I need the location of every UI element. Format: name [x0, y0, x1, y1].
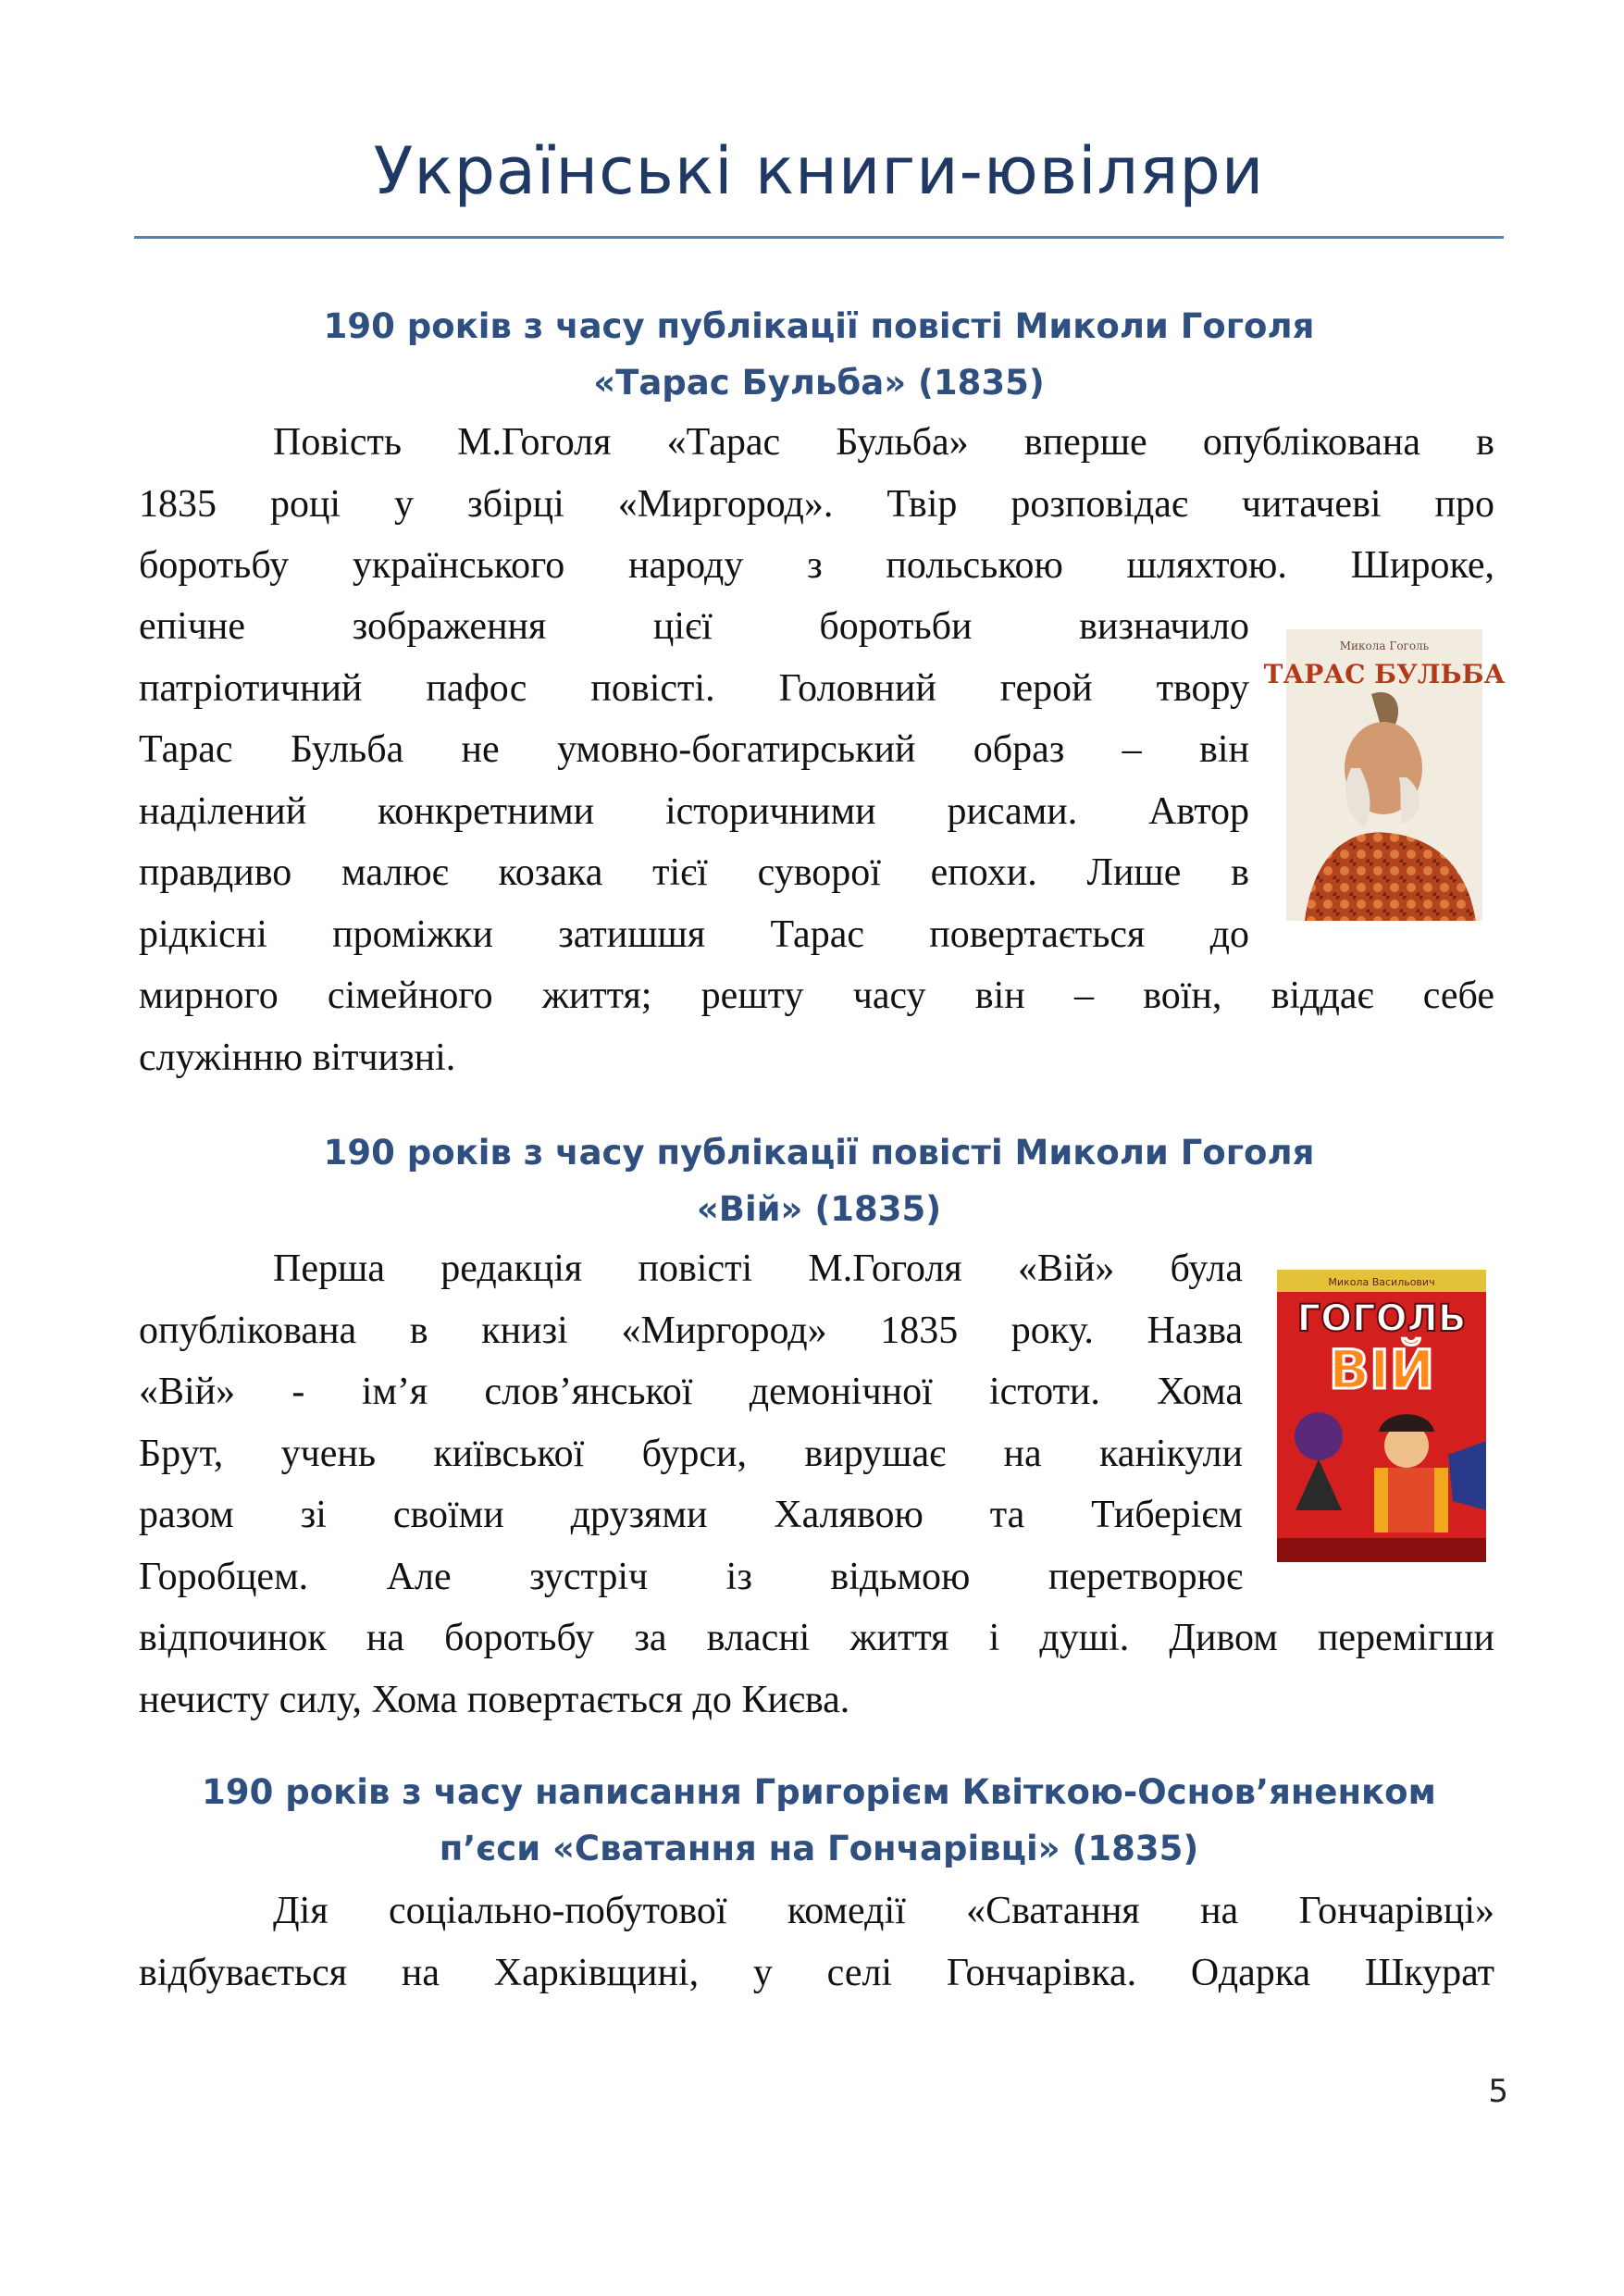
- section-text-taras-bulba-wrap: [139, 596, 1249, 965]
- text-line: опублікована в книзі «Миргород» 1835 року. Назва: [139, 1309, 1243, 1352]
- section-heading-taras-bulba: [134, 298, 1504, 411]
- text-line: Горобцем. Але зустріч із відьмою перетворює: [139, 1555, 1243, 1598]
- section-text-svatannia: [139, 1880, 1494, 2004]
- title-underline: [134, 236, 1504, 239]
- cover-title: ТАРАС БУЛЬБА: [1263, 659, 1506, 689]
- text-line: правдиво малює козака тієї суворої епохи. Лише в: [139, 851, 1249, 894]
- section-heading-viy: [134, 1124, 1504, 1237]
- heading-line: «Тарас Бульба» (1835): [593, 363, 1045, 403]
- page-number: 5: [1488, 2073, 1508, 2110]
- text-line: Брут, учень київської бурси, вирушає на канікули: [139, 1432, 1243, 1475]
- text-line: епічне зображення цієї боротьби визначило: [139, 605, 1249, 648]
- heading-line: 190 років з часу публікації повісті Миколи Гоголя: [323, 1133, 1315, 1173]
- section-text-viy-end: [139, 1607, 1494, 1731]
- text-line: відбувається на Харківщині, у селі Гончарівка. Одарка Шкурат: [139, 1951, 1494, 1994]
- section-text-viy: [139, 1238, 1243, 1607]
- cover-author: Микола Гоголь: [1339, 639, 1430, 652]
- cover-author: Микола Васильович: [1328, 1276, 1435, 1288]
- text-line: патріотичний пафос повісті. Головний герой твору: [139, 666, 1249, 710]
- heading-line: п’єси «Сватання на Гончарівці» (1835): [439, 1829, 1199, 1868]
- viy-book-cover: [1277, 1270, 1486, 1562]
- page-title: Українські книги-ювіляри: [373, 133, 1265, 209]
- text-line: разом зі своїми друзями Халявою та Тиберієм: [139, 1494, 1243, 1536]
- cover-author-name: ГОГОЛЬ: [1296, 1297, 1467, 1340]
- text-line: мирного сімейного життя; решту часу він – воїн, віддає себе: [139, 974, 1494, 1017]
- text-line: Дія соціально-побутової комедії «Сватання на Гончарівці»: [273, 1890, 1494, 1932]
- text-line: Повість М.Гоголя «Тарас Бульба» вперше опублікована в: [273, 421, 1494, 464]
- text-line: Перша редакція повісті М.Гоголя «Вій» була: [273, 1247, 1243, 1290]
- text-line: 1835 році у збірці «Миргород». Твір розповідає читачеві про: [139, 482, 1494, 526]
- heading-line: «Вій» (1835): [696, 1189, 942, 1229]
- text-line: нечисту силу, Хома повертається до Києва.: [139, 1678, 850, 1721]
- text-line: Тарас Бульба не умовно-богатирський образ – він: [139, 728, 1249, 771]
- cover-title: ВІЙ: [1328, 1338, 1435, 1401]
- text-line: наділений конкретними історичними рисами. Автор: [139, 789, 1249, 833]
- taras-bulba-book-cover: [1263, 629, 1506, 921]
- section-text-taras-bulba-end: [139, 965, 1494, 1088]
- text-line: «Вій» - ім’я слов’янської демонічної істоти. Хома: [139, 1371, 1243, 1413]
- section-heading-svatannia: [134, 1764, 1504, 1877]
- heading-line: 190 років з часу публікації повісті Миколи Гоголя: [323, 306, 1315, 346]
- heading-line: 190 років з часу написання Григорієм Квіткою-Основ’яненком: [202, 1772, 1436, 1812]
- section-text-taras-bulba: [139, 412, 1494, 597]
- text-line: боротьбу українського народу з польською шляхтою. Широке,: [139, 544, 1494, 587]
- text-line: рідкісні проміжки затишшя Тарас повертається до: [139, 912, 1249, 956]
- text-line: служінню вітчизні.: [139, 1036, 456, 1079]
- text-line: відпочинок на боротьбу за власні життя і душі. Дивом перемігши: [139, 1617, 1494, 1659]
